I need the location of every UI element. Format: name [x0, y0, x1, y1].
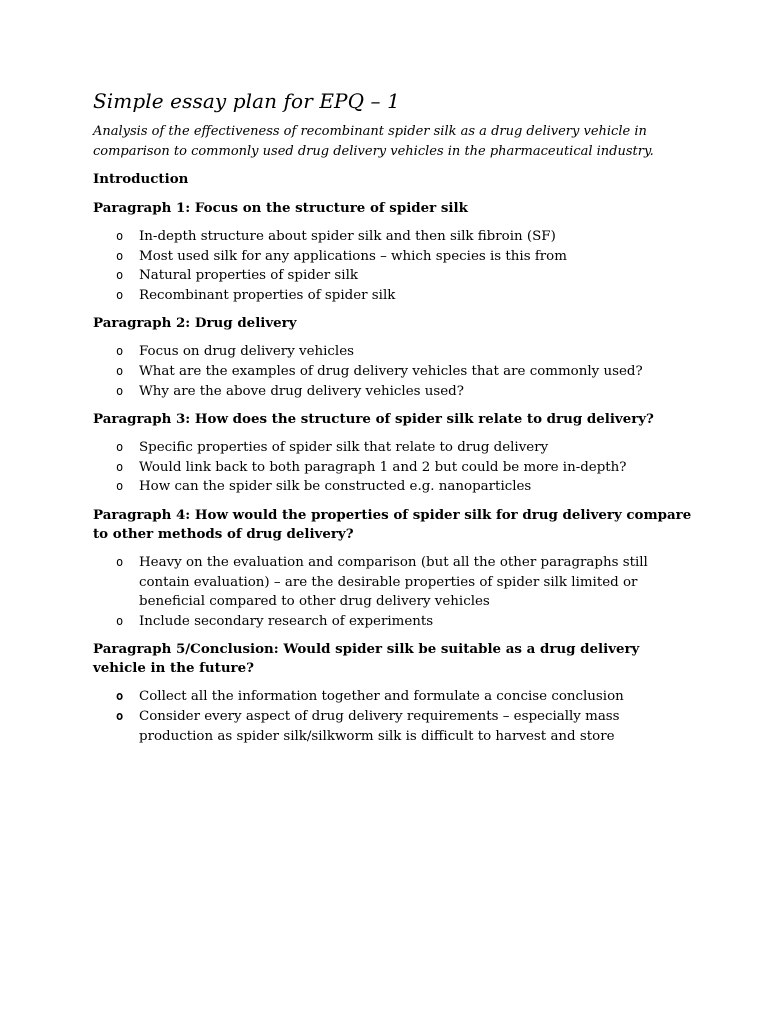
bullet-marker: o	[116, 708, 124, 723]
document-subtitle: Analysis of the effectiveness of recombinant spider silk as a drug delivery vehicle in comparison to commonly used drug delivery vehicles in the pharmaceutical industry.	[93, 124, 654, 159]
section-heading: Paragraph 2: Drug delivery	[93, 315, 297, 332]
list-item-text: Include secondary research of experiments	[139, 613, 434, 629]
section-paragraph-5-conclusion	[93, 640, 693, 746]
list-item	[93, 342, 693, 362]
list-item-text: Why are the above drug delivery vehicles used?	[139, 383, 464, 399]
section-heading: Paragraph 4: How would the properties of spider silk for drug delivery compare to other methods of drug delivery?	[93, 506, 692, 542]
list-item-text: In-depth structure about spider silk and then silk fibroin (SF)	[139, 229, 556, 244]
list-item	[93, 687, 693, 707]
list-item	[93, 707, 693, 746]
bullet-marker: o	[116, 459, 124, 474]
introduction-heading: Introduction	[93, 171, 189, 187]
list-item	[93, 227, 693, 247]
bullet-marker: o	[116, 229, 124, 243]
document-page	[93, 86, 693, 755]
list-item-text: Consider every aspect of drug delivery requirements – especially mass production as spider silk/silkworm silk is difficult to harvest and store	[139, 708, 620, 744]
bullet-marker: o	[116, 344, 124, 359]
list-item-text: Heavy on the evaluation and comparison (but all the other paragraphs still contain evaluation) – are the desirable properties of spider silk limited or beneficial compared to other drug delivery vehicles	[139, 554, 648, 610]
list-item	[93, 266, 693, 286]
bullet-marker: o	[116, 613, 124, 628]
list-item-text: What are the examples of drug delivery vehicles that are commonly used?	[139, 363, 643, 379]
list-item	[93, 477, 693, 497]
list-item	[93, 286, 693, 306]
section-paragraph-1	[93, 199, 693, 305]
bullet-list	[93, 553, 693, 631]
section-paragraph-3	[93, 410, 693, 497]
section-heading: Paragraph 1: Focus on the structure of spider silk	[93, 200, 468, 216]
list-item	[93, 382, 693, 402]
section-heading: Paragraph 3: How does the structure of spider silk relate to drug delivery?	[93, 411, 654, 428]
bullet-list	[93, 438, 693, 497]
bullet-marker: o	[116, 479, 124, 494]
bullet-list	[93, 687, 693, 746]
list-item	[93, 612, 693, 632]
bullet-list	[93, 227, 693, 305]
list-item-text: Collect all the information together and formulate a concise conclusion	[139, 689, 624, 705]
bullet-marker: o	[116, 363, 124, 378]
list-item-text: Natural properties of spider silk	[139, 268, 358, 284]
list-item-text: Recombinant properties of spider silk	[139, 287, 396, 303]
bullet-marker: o	[116, 287, 124, 302]
list-item	[93, 553, 693, 612]
list-item	[93, 438, 693, 458]
bullet-marker: o	[116, 268, 124, 283]
list-item	[93, 247, 693, 267]
bullet-marker: o	[116, 554, 124, 569]
list-item-text: Focus on drug delivery vehicles	[139, 344, 354, 360]
bullet-marker: o	[116, 440, 124, 455]
section-paragraph-4	[93, 506, 693, 631]
list-item	[93, 458, 693, 478]
list-item	[93, 362, 693, 382]
list-item-text: Would link back to both paragraph 1 and 2 but could be more in-depth?	[139, 459, 627, 475]
bullet-list	[93, 342, 693, 401]
document-title: Simple essay plan for EPQ – 1	[93, 89, 400, 113]
bullet-marker: o	[116, 248, 124, 263]
list-item-text: Specific properties of spider silk that relate to drug delivery	[139, 440, 549, 456]
list-item-text: How can the spider silk be constructed e.g. nanoparticles	[139, 479, 532, 495]
section-paragraph-2	[93, 314, 693, 401]
list-item-text: Most used silk for any applications – which species is this from	[139, 248, 567, 264]
bullet-marker: o	[116, 689, 124, 704]
section-heading: Paragraph 5/Conclusion: Would spider silk be suitable as a drug delivery vehicle in the future?	[93, 641, 640, 677]
bullet-marker: o	[116, 383, 124, 398]
